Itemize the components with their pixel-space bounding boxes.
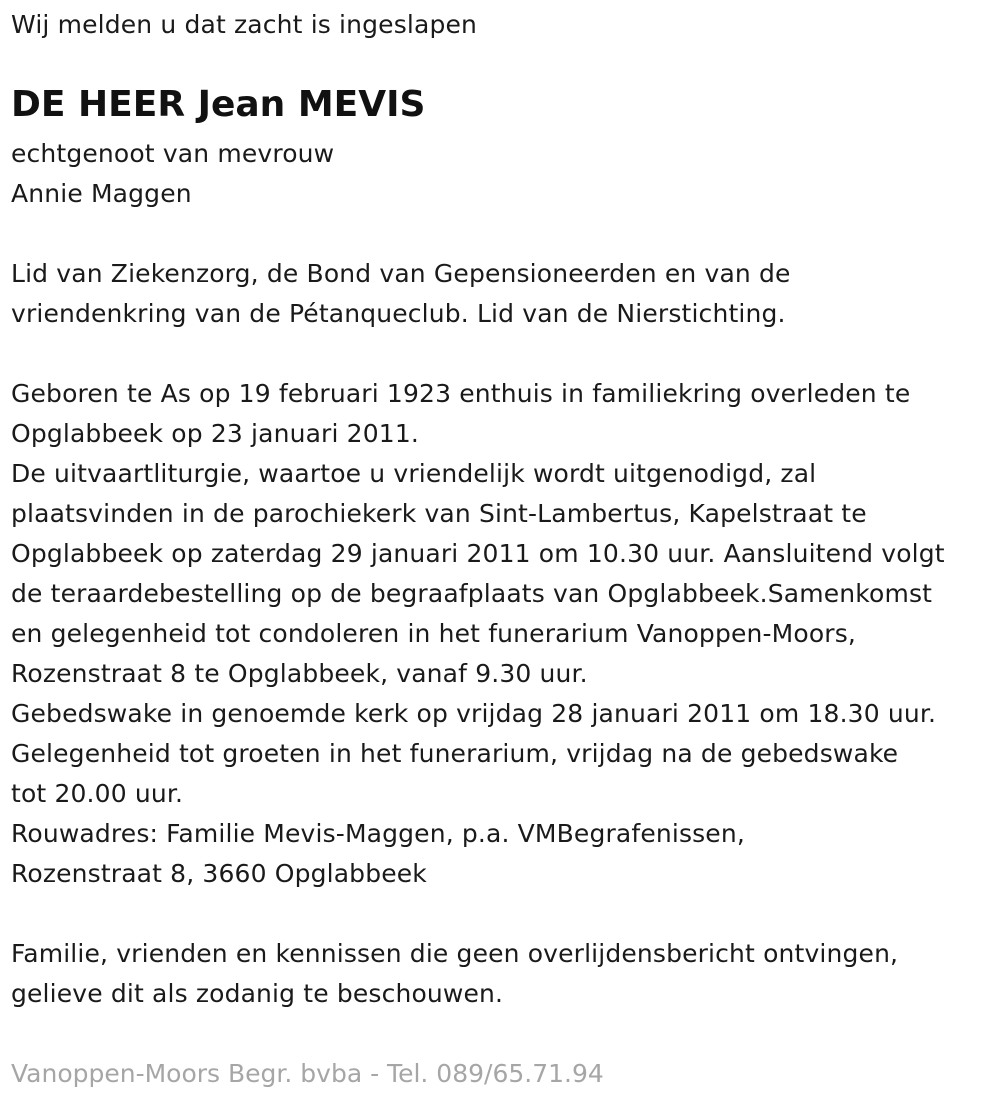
spouse-block [11,134,334,214]
details-line: Gebedswake in genoemde kerk op vrijdag 28 januari 2011 om 18.30 uur. [11,699,937,728]
details-line: Opglabbeek op 23 januari 2011. [11,419,419,448]
membership-block [11,254,791,334]
details-line: Rouwadres: Familie Mevis-Maggen, p.a. VMBegrafenissen, [11,819,745,848]
closing-block [11,934,898,1014]
closing-line: Familie, vrienden en kennissen die geen overlijdensbericht ontvingen, [11,939,899,968]
spouse-line: echtgenoot van mevrouw [11,139,335,168]
membership-line: Lid van Ziekenzorg, de Bond van Gepensioneerden en van de [11,259,791,288]
spouse-line: Annie Maggen [11,179,192,208]
details-block [11,374,945,894]
deceased-name: DE HEER Jean MEVIS [11,84,426,125]
intro-text: Wij melden u dat zacht is ingeslapen [11,10,477,39]
details-line: De uitvaartliturgie, waartoe u vriendelijk wordt uitgenodigd, zal [11,459,817,488]
details-line: tot 20.00 uur. [11,779,184,808]
details-line: en gelegenheid tot condoleren in het funerarium Vanoppen-Moors, [11,619,856,648]
details-line: Gelegenheid tot groeten in het funerarium, vrijdag na de gebedswake [11,739,899,768]
funeral-home-footer: Vanoppen-Moors Begr. bvba - Tel. 089/65.71.94 [11,1059,604,1088]
details-line: plaatsvinden in de parochiekerk van Sint-Lambertus, Kapelstraat te [11,499,867,528]
details-line: Rozenstraat 8 te Opglabbeek, vanaf 9.30 uur. [11,659,588,688]
details-line: de teraardebestelling op de begraafplaats van Opglabbeek.Samenkomst [11,579,933,608]
details-line: Geboren te As op 19 februari 1923 enthuis in familiekring overleden te [11,379,911,408]
membership-line: vriendenkring van de Pétanqueclub. Lid van de Nierstichting. [11,299,786,328]
closing-line: gelieve dit als zodanig te beschouwen. [11,979,504,1008]
details-line: Rozenstraat 8, 3660 Opglabbeek [11,859,427,888]
details-line: Opglabbeek op zaterdag 29 januari 2011 om 10.30 uur. Aansluitend volgt [11,539,945,568]
